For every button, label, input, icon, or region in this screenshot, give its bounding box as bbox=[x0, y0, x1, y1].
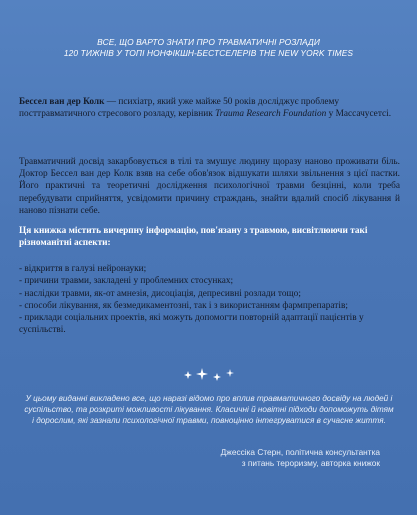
sparkle-icon bbox=[213, 373, 221, 381]
tagline bbox=[20, 37, 397, 59]
intro-text-1: — психіатр, який уже майже 50 років досліджує проблему посттравматичного стресового розладу, керівник bbox=[19, 97, 339, 120]
tagline-line-1: ВСЕ, ЩО ВАРТО ЗНАТИ ПРО ТРАВМАТИЧНІ РОЗЛАДИ bbox=[97, 37, 320, 47]
foundation-name: Trauma Research Foundation bbox=[215, 109, 327, 120]
aspects-lead: Ця книжка містить вичерпну інформацію, пов'язану з травмою, висвітлюючи такі різноманітні аспекти: bbox=[19, 226, 368, 249]
intro-text-2: у Массачусетсі. bbox=[326, 109, 392, 120]
author-name: Бессел ван дер Колк bbox=[19, 97, 105, 107]
sparkle-icon bbox=[226, 369, 234, 377]
list-item: - приклади соціальних проектів, які можуть допомогти повторній адаптації пацієнтів у суспільстві. bbox=[19, 313, 364, 336]
list-item: - наслідки травми, як-от амнезія, дисоціація, депресивні розлади тощо; bbox=[19, 288, 301, 299]
aspects-list bbox=[19, 263, 400, 337]
review-quote: У цьому виданні викладено все, що наразі відомо про вплив травматичного досвіду на людей і суспільство, та розкриті можливості лікування. Класичні й новітні підходи допоможуть дітям і дорослим, які зазнали психологічної травми, повноцінно інтегруватися в сучасне життя. bbox=[24, 394, 394, 426]
quote-attribution bbox=[180, 447, 380, 469]
tagline-line-2: 120 ТИЖНІВ У ТОПІ НОНФІКШН-БЕСТСЕЛЕРІВ THE NEW YORK TIMES bbox=[63, 48, 354, 58]
attribution-name: Джессіка Стерн, політична консультантка bbox=[220, 447, 380, 457]
list-item: - причини травми, закладені у проблемних стосунках; bbox=[19, 276, 234, 287]
attribution-role: з питань тероризму, авторка книжок bbox=[241, 457, 380, 468]
author-intro bbox=[19, 96, 400, 121]
sparkles-ornament bbox=[180, 366, 240, 384]
sparkle-icon bbox=[196, 368, 208, 380]
sparkle-icon bbox=[184, 371, 192, 379]
book-description: Травматичний досвід закарбовується в тілі та змушує людину щоразу наново проживати біль. Доктор Бессел ван дер Колк взяв на себе обов'язок відшукати шляхи звільнення з цієї пастки. Його практичні та теоретичні дослідження психологічної травми безцінні, коли треба перебудувати сприйняття, усвідомити причину страждань, знайти вдалий спосіб лікування й наново пізнати себе. bbox=[19, 157, 400, 216]
list-item: - способи лікування, як безмедикаментозні, так і з використанням фармпрепаратів; bbox=[19, 300, 348, 311]
list-item: - відкриття в галузі нейронауки; bbox=[19, 264, 147, 274]
